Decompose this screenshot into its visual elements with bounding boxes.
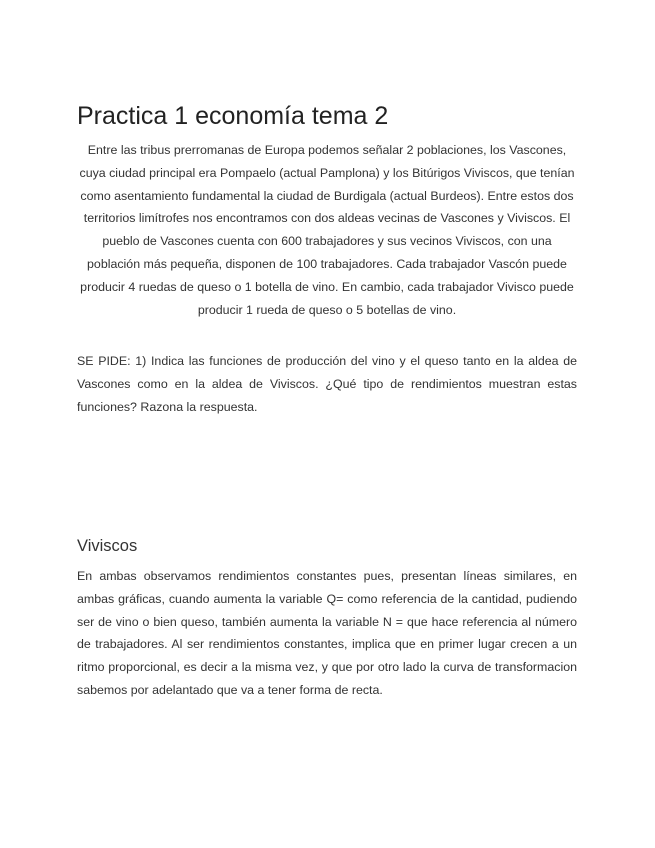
- document-title: Practica 1 economía tema 2: [77, 102, 389, 130]
- intro-paragraph: Entre las tribus prerromanas de Europa podemos señalar 2 poblaciones, los Vascones, cuya ciudad principal era Pompaelo (actual Pamplona) y los Bitúrigos Viviscos, que tenían como asentamiento fundamental la ciudad de Burdigala (actual Burdeos). Entre estos dos territorios limítrofes nos encontramos con dos aldeas vecinas de Vascones y Viviscos. El pueblo de Vascones cuenta con 600 trabajadores y sus vecinos Viviscos, con una población más pequeña, disponen de 100 trabajadores. Cada trabajador Vascón puede producir 4 ruedas de queso o 1 botella de vino. En cambio, cada trabajador Vivisco puede producir 1 rueda de queso o 5 botellas de vino.: [79, 143, 575, 317]
- answer-paragraph: En ambas observamos rendimientos constantes pues, presentan líneas similares, en ambas gráficas, cuando aumenta la variable Q= como referencia de la cantidad, pudiendo ser de vino o bien queso, también aumenta la variable N = que hace referencia al número de trabajadores. Al ser rendimientos constantes, implica que en primer lugar crecen a un ritmo proporcional, es decir a la misma vez, y que por otro lado la curva de transformacion sabemos por adelantado que va a tener forma de recta.: [77, 569, 577, 697]
- question-paragraph: SE PIDE: 1) Indica las funciones de producción del vino y el queso tanto en la aldea de Vascones como en la aldea de Viviscos. ¿Qué tipo de rendimientos muestran estas funciones? Razona la respuesta.: [77, 354, 577, 414]
- section-heading: Viviscos: [77, 537, 138, 555]
